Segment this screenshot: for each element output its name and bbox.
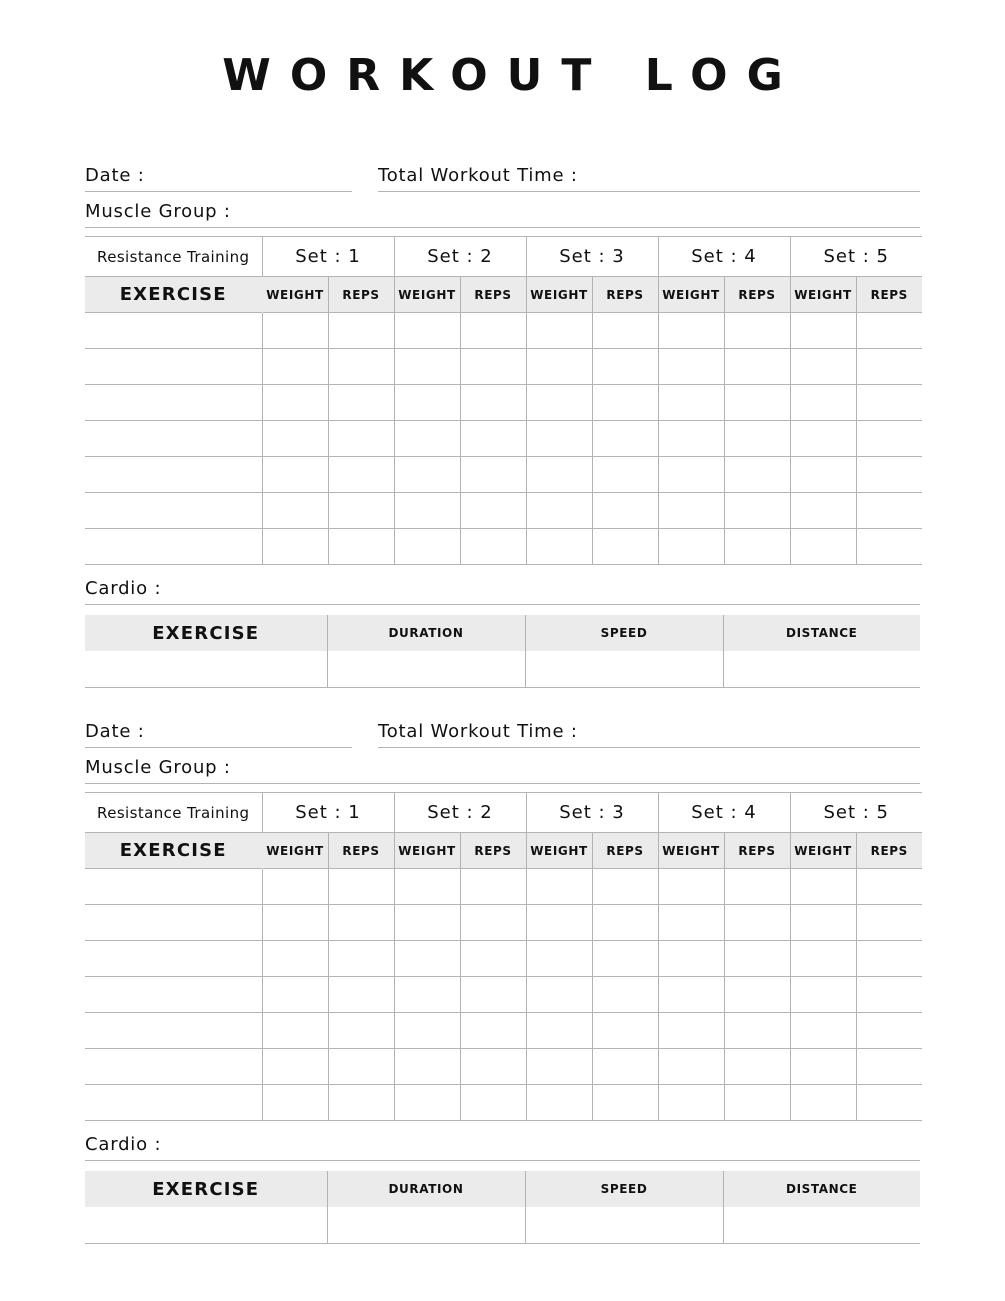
reps-cell[interactable]	[460, 1013, 526, 1049]
reps-cell[interactable]	[592, 977, 658, 1013]
reps-cell[interactable]	[724, 941, 790, 977]
weight-cell[interactable]	[262, 529, 328, 565]
exercise-header: EXERCISE	[85, 833, 262, 869]
set-header: Set : 2	[394, 237, 526, 277]
reps-cell[interactable]	[460, 1049, 526, 1085]
muscle-group-field[interactable]	[85, 227, 920, 228]
reps-cell[interactable]	[724, 869, 790, 905]
reps-cell[interactable]	[328, 457, 394, 493]
table-row	[85, 385, 922, 421]
weight-header: WEIGHT	[526, 833, 592, 869]
weight-cell[interactable]	[394, 349, 460, 385]
reps-cell[interactable]	[724, 977, 790, 1013]
exercise-cell[interactable]	[85, 1085, 262, 1121]
weight-header: WEIGHT	[262, 833, 328, 869]
table-row	[85, 457, 922, 493]
reps-cell[interactable]	[724, 1049, 790, 1085]
reps-cell[interactable]	[856, 1085, 922, 1121]
reps-cell[interactable]	[460, 529, 526, 565]
weight-cell[interactable]	[394, 457, 460, 493]
cardio-field[interactable]	[85, 1160, 920, 1161]
reps-cell[interactable]	[460, 869, 526, 905]
weight-cell[interactable]	[394, 313, 460, 349]
weight-header: WEIGHT	[526, 277, 592, 313]
weight-header: WEIGHT	[394, 833, 460, 869]
reps-cell[interactable]	[460, 457, 526, 493]
weight-cell[interactable]	[394, 493, 460, 529]
weight-header: WEIGHT	[790, 833, 856, 869]
distance-cell[interactable]	[723, 1207, 920, 1244]
exercise-cell[interactable]	[85, 385, 262, 421]
reps-cell[interactable]	[724, 313, 790, 349]
reps-cell[interactable]	[460, 977, 526, 1013]
reps-cell[interactable]	[592, 493, 658, 529]
reps-header: REPS	[460, 833, 526, 869]
weight-cell[interactable]	[526, 529, 592, 565]
table-row	[85, 977, 922, 1013]
reps-cell[interactable]	[460, 905, 526, 941]
exercise-cell[interactable]	[85, 493, 262, 529]
table-row	[85, 313, 922, 349]
muscle-group-field[interactable]	[85, 783, 920, 784]
set-header: Set : 5	[790, 793, 922, 833]
set-header: Set : 4	[658, 793, 790, 833]
weight-cell[interactable]	[658, 421, 724, 457]
total-time-field[interactable]	[378, 191, 920, 192]
date-label: Date :	[85, 721, 145, 742]
exercise-cell[interactable]	[85, 421, 262, 457]
table-row	[85, 493, 922, 529]
resistance-table	[85, 792, 922, 1121]
reps-cell[interactable]	[328, 385, 394, 421]
weight-cell[interactable]	[790, 385, 856, 421]
table-row	[85, 421, 922, 457]
muscle-group-label: Muscle Group :	[85, 201, 231, 222]
reps-cell[interactable]	[592, 385, 658, 421]
weight-cell[interactable]	[262, 941, 328, 977]
exercise-header: EXERCISE	[85, 277, 262, 313]
exercise-cell[interactable]	[85, 1013, 262, 1049]
reps-cell[interactable]	[856, 529, 922, 565]
weight-cell[interactable]	[262, 493, 328, 529]
reps-cell[interactable]	[328, 1049, 394, 1085]
set-header: Set : 1	[262, 793, 394, 833]
table-row	[85, 529, 922, 565]
reps-cell[interactable]	[592, 349, 658, 385]
reps-cell[interactable]	[592, 313, 658, 349]
weight-cell[interactable]	[394, 529, 460, 565]
weight-cell[interactable]	[526, 977, 592, 1013]
weight-cell[interactable]	[262, 385, 328, 421]
reps-header: REPS	[724, 833, 790, 869]
reps-header: REPS	[592, 833, 658, 869]
duration-cell[interactable]	[327, 1207, 525, 1244]
weight-cell[interactable]	[790, 977, 856, 1013]
exercise-cell[interactable]	[85, 905, 262, 941]
reps-header: REPS	[328, 833, 394, 869]
cardio-row	[85, 651, 920, 688]
weight-cell[interactable]	[790, 1013, 856, 1049]
weight-cell[interactable]	[658, 493, 724, 529]
reps-cell[interactable]	[724, 905, 790, 941]
reps-cell[interactable]	[328, 421, 394, 457]
weight-cell[interactable]	[526, 457, 592, 493]
reps-cell[interactable]	[724, 457, 790, 493]
cardio-exercise-cell[interactable]	[85, 651, 327, 688]
reps-cell[interactable]	[460, 1085, 526, 1121]
reps-cell[interactable]	[856, 457, 922, 493]
speed-header: SPEED	[525, 615, 723, 651]
weight-cell[interactable]	[262, 1049, 328, 1085]
reps-cell[interactable]	[328, 905, 394, 941]
reps-header: REPS	[460, 277, 526, 313]
reps-header: REPS	[592, 277, 658, 313]
reps-cell[interactable]	[724, 529, 790, 565]
weight-cell[interactable]	[658, 349, 724, 385]
weight-cell[interactable]	[262, 869, 328, 905]
set-header: Set : 1	[262, 237, 394, 277]
reps-cell[interactable]	[328, 1013, 394, 1049]
reps-cell[interactable]	[724, 1013, 790, 1049]
reps-cell[interactable]	[856, 869, 922, 905]
weight-cell[interactable]	[790, 349, 856, 385]
weight-cell[interactable]	[394, 1013, 460, 1049]
set-header: Set : 3	[526, 237, 658, 277]
date-field[interactable]	[85, 747, 352, 748]
weight-cell[interactable]	[394, 941, 460, 977]
weight-header: WEIGHT	[658, 277, 724, 313]
resistance-training-label: Resistance Training	[85, 793, 262, 833]
duration-cell[interactable]	[327, 651, 525, 688]
weight-cell[interactable]	[790, 493, 856, 529]
speed-header: SPEED	[525, 1171, 723, 1207]
reps-cell[interactable]	[856, 941, 922, 977]
weight-cell[interactable]	[526, 869, 592, 905]
weight-header: WEIGHT	[394, 277, 460, 313]
reps-cell[interactable]	[592, 421, 658, 457]
speed-cell[interactable]	[525, 651, 723, 688]
reps-header: REPS	[328, 277, 394, 313]
reps-header: REPS	[856, 833, 922, 869]
reps-cell[interactable]	[724, 421, 790, 457]
cardio-field[interactable]	[85, 604, 920, 605]
reps-cell[interactable]	[328, 493, 394, 529]
weight-cell[interactable]	[262, 457, 328, 493]
weight-header: WEIGHT	[262, 277, 328, 313]
reps-cell[interactable]	[592, 1085, 658, 1121]
cardio-label: Cardio :	[85, 1134, 162, 1155]
weight-cell[interactable]	[394, 385, 460, 421]
reps-cell[interactable]	[460, 313, 526, 349]
muscle-group-label: Muscle Group :	[85, 757, 231, 778]
resistance-training-label: Resistance Training	[85, 237, 262, 277]
weight-cell[interactable]	[394, 905, 460, 941]
cardio-exercise-header: EXERCISE	[85, 1171, 327, 1207]
reps-cell[interactable]	[460, 421, 526, 457]
exercise-cell[interactable]	[85, 529, 262, 565]
weight-cell[interactable]	[658, 1049, 724, 1085]
exercise-cell[interactable]	[85, 977, 262, 1013]
weight-cell[interactable]	[658, 977, 724, 1013]
weight-cell[interactable]	[658, 869, 724, 905]
exercise-cell[interactable]	[85, 941, 262, 977]
reps-cell[interactable]	[724, 385, 790, 421]
set-header: Set : 4	[658, 237, 790, 277]
exercise-cell[interactable]	[85, 869, 262, 905]
reps-cell[interactable]	[460, 385, 526, 421]
reps-cell[interactable]	[856, 493, 922, 529]
weight-cell[interactable]	[526, 1085, 592, 1121]
cardio-exercise-header: EXERCISE	[85, 615, 327, 651]
set-header: Set : 3	[526, 793, 658, 833]
weight-cell[interactable]	[790, 905, 856, 941]
weight-cell[interactable]	[526, 941, 592, 977]
reps-cell[interactable]	[460, 941, 526, 977]
reps-cell[interactable]	[856, 977, 922, 1013]
reps-cell[interactable]	[592, 529, 658, 565]
table-row	[85, 1013, 922, 1049]
total-time-label: Total Workout Time :	[378, 721, 578, 742]
table-row	[85, 941, 922, 977]
weight-cell[interactable]	[394, 977, 460, 1013]
distance-header: DISTANCE	[723, 1171, 920, 1207]
reps-cell[interactable]	[856, 349, 922, 385]
weight-cell[interactable]	[262, 905, 328, 941]
weight-cell[interactable]	[526, 905, 592, 941]
weight-cell[interactable]	[658, 941, 724, 977]
weight-cell[interactable]	[790, 457, 856, 493]
weight-cell[interactable]	[790, 869, 856, 905]
reps-cell[interactable]	[856, 421, 922, 457]
reps-cell[interactable]	[592, 1013, 658, 1049]
set-header: Set : 2	[394, 793, 526, 833]
reps-cell[interactable]	[328, 349, 394, 385]
reps-cell[interactable]	[724, 349, 790, 385]
reps-cell[interactable]	[328, 1085, 394, 1121]
weight-cell[interactable]	[394, 869, 460, 905]
weight-cell[interactable]	[526, 385, 592, 421]
reps-cell[interactable]	[724, 1085, 790, 1121]
weight-cell[interactable]	[790, 1049, 856, 1085]
weight-cell[interactable]	[526, 313, 592, 349]
weight-cell[interactable]	[658, 905, 724, 941]
weight-header: WEIGHT	[790, 277, 856, 313]
cardio-row	[85, 1207, 920, 1244]
weight-header: WEIGHT	[658, 833, 724, 869]
reps-header: REPS	[724, 277, 790, 313]
exercise-cell[interactable]	[85, 1049, 262, 1085]
page-title: WORKOUT LOG	[222, 50, 802, 101]
exercise-cell[interactable]	[85, 313, 262, 349]
cardio-table	[85, 615, 920, 688]
total-time-field[interactable]	[378, 747, 920, 748]
table-row	[85, 349, 922, 385]
reps-cell[interactable]	[592, 457, 658, 493]
weight-cell[interactable]	[526, 349, 592, 385]
set-header: Set : 5	[790, 237, 922, 277]
weight-cell[interactable]	[394, 1085, 460, 1121]
table-row	[85, 1085, 922, 1121]
weight-cell[interactable]	[262, 977, 328, 1013]
date-label: Date :	[85, 165, 145, 186]
weight-cell[interactable]	[526, 1049, 592, 1085]
table-row	[85, 905, 922, 941]
reps-cell[interactable]	[460, 493, 526, 529]
cardio-table	[85, 1171, 920, 1244]
reps-cell[interactable]	[328, 977, 394, 1013]
reps-cell[interactable]	[328, 941, 394, 977]
weight-cell[interactable]	[262, 1013, 328, 1049]
weight-cell[interactable]	[262, 313, 328, 349]
weight-cell[interactable]	[658, 385, 724, 421]
table-row	[85, 869, 922, 905]
reps-cell[interactable]	[592, 869, 658, 905]
cardio-exercise-cell[interactable]	[85, 1207, 327, 1244]
distance-cell[interactable]	[723, 651, 920, 688]
weight-cell[interactable]	[790, 1085, 856, 1121]
distance-header: DISTANCE	[723, 615, 920, 651]
resistance-table	[85, 236, 922, 565]
reps-cell[interactable]	[328, 313, 394, 349]
reps-cell[interactable]	[592, 941, 658, 977]
reps-cell[interactable]	[856, 1013, 922, 1049]
reps-cell[interactable]	[724, 493, 790, 529]
reps-cell[interactable]	[592, 905, 658, 941]
weight-cell[interactable]	[658, 529, 724, 565]
reps-cell[interactable]	[328, 869, 394, 905]
exercise-cell[interactable]	[85, 349, 262, 385]
weight-cell[interactable]	[658, 313, 724, 349]
weight-cell[interactable]	[394, 421, 460, 457]
reps-cell[interactable]	[328, 529, 394, 565]
reps-header: REPS	[856, 277, 922, 313]
duration-header: DURATION	[327, 1171, 525, 1207]
speed-cell[interactable]	[525, 1207, 723, 1244]
weight-cell[interactable]	[658, 457, 724, 493]
cardio-label: Cardio :	[85, 578, 162, 599]
exercise-cell[interactable]	[85, 457, 262, 493]
reps-cell[interactable]	[856, 385, 922, 421]
weight-cell[interactable]	[658, 1013, 724, 1049]
weight-cell[interactable]	[394, 1049, 460, 1085]
weight-cell[interactable]	[790, 313, 856, 349]
date-field[interactable]	[85, 191, 352, 192]
weight-cell[interactable]	[658, 1085, 724, 1121]
duration-header: DURATION	[327, 615, 525, 651]
total-time-label: Total Workout Time :	[378, 165, 578, 186]
weight-cell[interactable]	[526, 493, 592, 529]
weight-cell[interactable]	[262, 1085, 328, 1121]
weight-cell[interactable]	[526, 421, 592, 457]
weight-cell[interactable]	[262, 349, 328, 385]
weight-cell[interactable]	[790, 529, 856, 565]
reps-cell[interactable]	[856, 313, 922, 349]
weight-cell[interactable]	[262, 421, 328, 457]
reps-cell[interactable]	[856, 1049, 922, 1085]
reps-cell[interactable]	[460, 349, 526, 385]
table-row	[85, 1049, 922, 1085]
weight-cell[interactable]	[790, 941, 856, 977]
reps-cell[interactable]	[856, 905, 922, 941]
weight-cell[interactable]	[526, 1013, 592, 1049]
reps-cell[interactable]	[592, 1049, 658, 1085]
weight-cell[interactable]	[790, 421, 856, 457]
